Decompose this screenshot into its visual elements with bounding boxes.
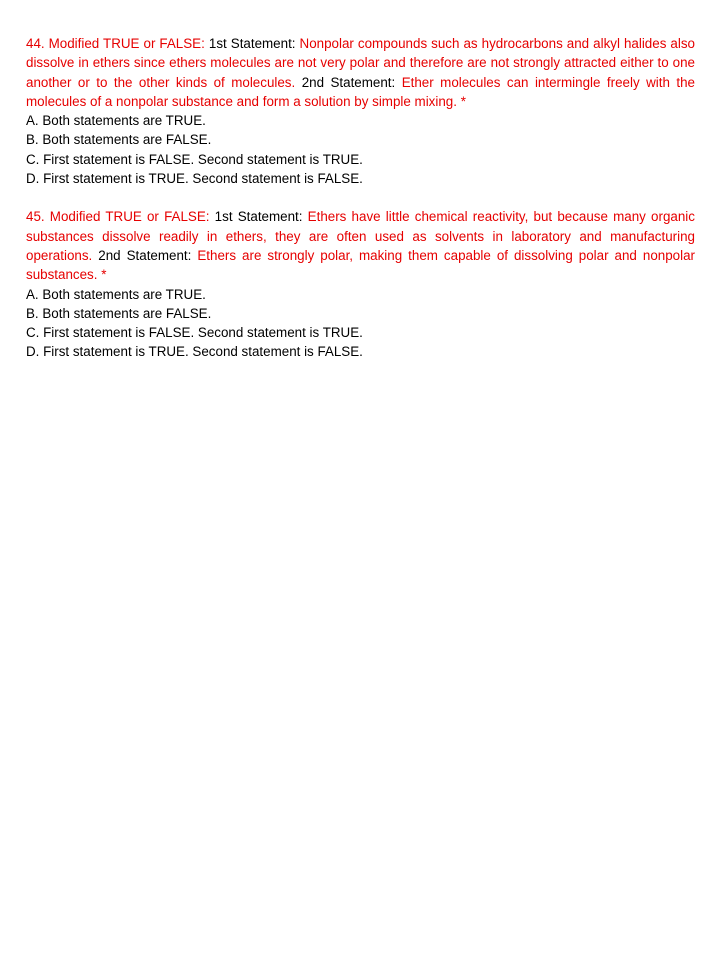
statement-2-label: 2nd Statement:: [98, 247, 192, 263]
document-page: [26, 34, 695, 362]
answer-options: [26, 111, 695, 188]
statement-2-text: Ether molecules can intermingle freely with the molecules of a nonpolar substance and form a solution by simple mixing.: [26, 74, 695, 109]
option-b[interactable]: B. Both statements are FALSE.: [26, 305, 212, 321]
answer-options: [26, 285, 695, 362]
statement-1-text: Ethers have little chemical reactivity, but because many organic substances dissolve readily in ethers, they are often used as solvents in laboratory and manufacturing operations.: [26, 209, 695, 263]
statement-1-text: Nonpolar compounds such as hydrocarbons and alkyl halides also dissolve in ethers since ethers molecules are not very polar and therefore are not strongly attracted either to one another or to the other kinds of molecules.: [26, 36, 695, 90]
required-mark: *: [101, 267, 107, 283]
option-c[interactable]: C. First statement is FALSE. Second statement is TRUE.: [26, 151, 363, 167]
question-45: [26, 207, 695, 361]
statement-2-text: Ethers are strongly polar, making them capable of dissolving polar and nonpolar substances.: [26, 247, 695, 283]
option-b[interactable]: B. Both statements are FALSE.: [26, 132, 212, 148]
question-stem: [26, 207, 695, 284]
statement-2-label: 2nd Statement:: [301, 74, 396, 90]
question-44: [26, 34, 695, 188]
question-number-label: 44. Modified TRUE or FALSE:: [26, 36, 205, 51]
option-d[interactable]: D. First statement is TRUE. Second statement is FALSE.: [26, 171, 363, 187]
statement-1-label: 1st Statement:: [208, 36, 296, 51]
option-a[interactable]: A. Both statements are TRUE.: [26, 286, 206, 302]
option-a[interactable]: A. Both statements are TRUE.: [26, 113, 206, 129]
option-d[interactable]: D. First statement is TRUE. Second statement is FALSE.: [26, 344, 363, 360]
option-c[interactable]: C. First statement is FALSE. Second statement is TRUE.: [26, 325, 363, 341]
statement-1-label: 1st Statement:: [214, 209, 303, 225]
question-number-label: 45. Modified TRUE or FALSE:: [26, 209, 210, 225]
required-mark: *: [460, 93, 466, 109]
question-stem: [26, 34, 695, 111]
